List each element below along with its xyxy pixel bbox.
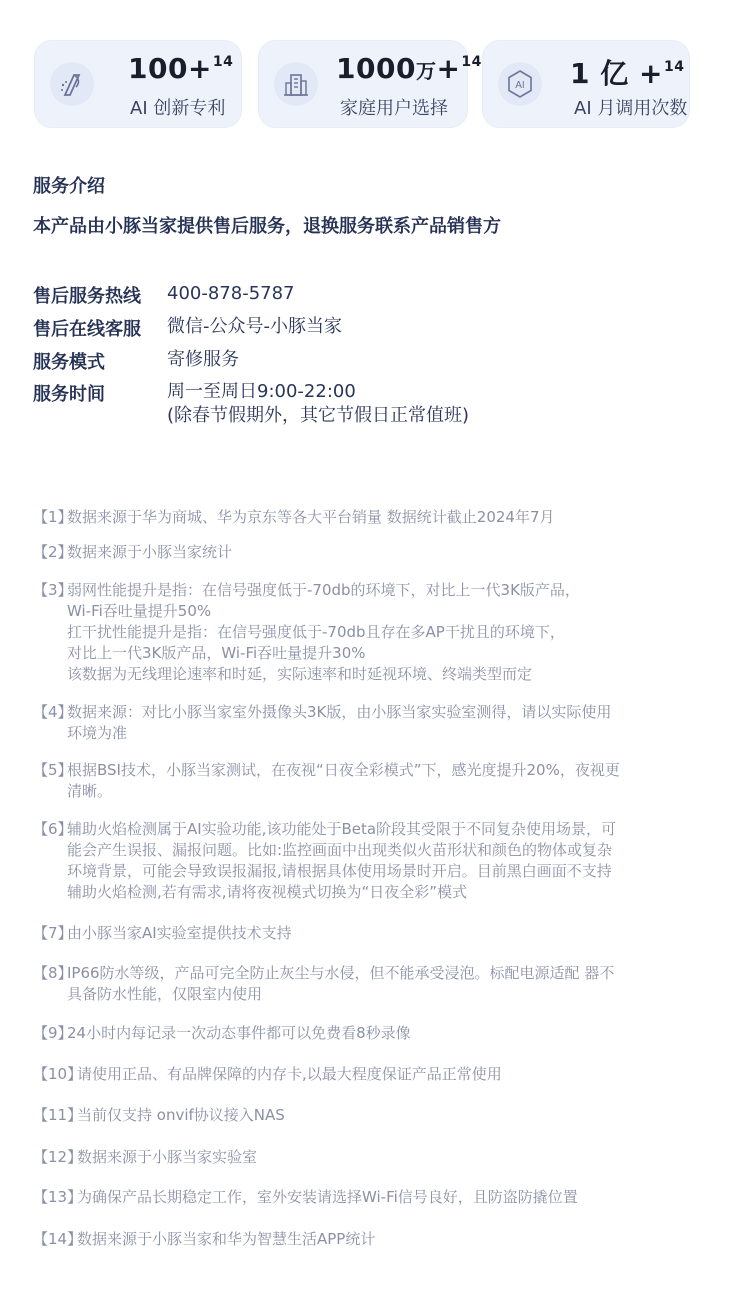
stat-card-households [258,40,482,128]
stat-number: 100+$^{14}$ [128,52,234,85]
footnote: 【8】 IP66防水等级，产品可完全防止灰尘与水侵，但不能承受浸泡。标配电源适配 器不 具备防水性能，仅限室内使用 [33,964,615,1003]
footnote: 【12】 数据来源于小豚当家实验室 [33,1148,258,1166]
footnote: 【7】 由小豚当家AI实验室提供技术支持 [33,924,292,942]
stat-number: 1 亿 +$^{14}$ [570,57,685,90]
patent-quill-icon [50,62,94,106]
stat-label: AI 月调用次数 [574,98,688,119]
footnote: 【1】 数据来源于华为商城、华为京东等各大平台销量 数据统计截止2024年7月 [33,508,555,526]
info-key: 售后在线客服 [33,319,141,340]
info-value: 周一至周日9:00-22:00 (除春节假期外，其它节假日正常值班) [167,381,470,426]
service-description: 本产品由小豚当家提供售后服务，退换服务联系产品销售方 [33,216,501,237]
service-title: 服务介绍 [33,176,105,197]
footnote: 【5】 根据BSI技术，小豚当家测试，在夜视“日夜全彩模式”下，感光度提升20%，夜视更 清晰。 [33,761,620,800]
svg-text:AI: AI [515,80,525,91]
stat-card-ai-calls [482,40,690,128]
building-icon [274,62,318,106]
stat-label: AI 创新专利 [130,98,226,119]
footnote: 【11】 当前仅支持 onvif协议接入NAS [33,1106,285,1124]
info-key: 售后服务热线 [33,286,141,307]
info-key: 服务时间 [33,384,105,405]
hotline-value[interactable]: 400-878-5787 [167,283,295,304]
stat-label: 家庭用户选择 [340,98,448,119]
stat-number: 1000万+$^{14}$ [336,52,482,85]
footnote: 【9】 24小时内每记录一次动态事件都可以免费看8秒录像 [33,1024,411,1042]
info-value: 微信-公众号-小豚当家 [167,316,342,337]
footnote: 【3】 弱网性能提升是指：在信号强度低于-70db的环境下，对比上一代3K版产品， Wi-Fi吞吐量提升50% 扛干扰性能提升是指：在信号强度低于-70db且存在多AP干扰且的环境下， 对比上一代3K版产品，Wi-Fi吞吐量提升30% 该数据为无线理论速率和时延，实际速率和时延视环境、终端类型而定 [33,581,580,683]
stats-bar [0,0,750,140]
footnote: 【4】 数据来源：对比小豚当家室外摄像头3K版，由小豚当家实验室测得，请以实际使用 环境为准 [33,703,612,742]
footnote: 【14】 数据来源于小豚当家和华为智慧生活APP统计 [33,1230,376,1248]
info-key: 服务模式 [33,352,105,373]
stat-card-patents [34,40,242,128]
footnote: 【13】 为确保产品长期稳定工作，室外安装请选择Wi-Fi信号良好，且防盗防撬位置 [33,1188,578,1206]
ai-chip-icon [498,62,542,106]
info-value: 寄修服务 [167,349,239,370]
footnote: 【6】 辅助火焰检测属于AI实验功能,该功能处于Beta阶段其受限于不同复杂使用场景，可 能会产生误报、漏报问题。比如:监控画面中出现类似火苗形状和颜色的物体或复杂 环境背景，可能会导致误报漏报,请根据具体使用场景时开启。目前黑白画面不支持 辅助火焰检测,若有需求,请将夜视模式切换为“日夜全彩”模式 [33,820,617,901]
footnote: 【10】 请使用正品、有品牌保障的内存卡,以最大程度保证产品正常使用 [33,1065,502,1083]
footnote: 【2】 数据来源于小豚当家统计 [33,543,233,561]
